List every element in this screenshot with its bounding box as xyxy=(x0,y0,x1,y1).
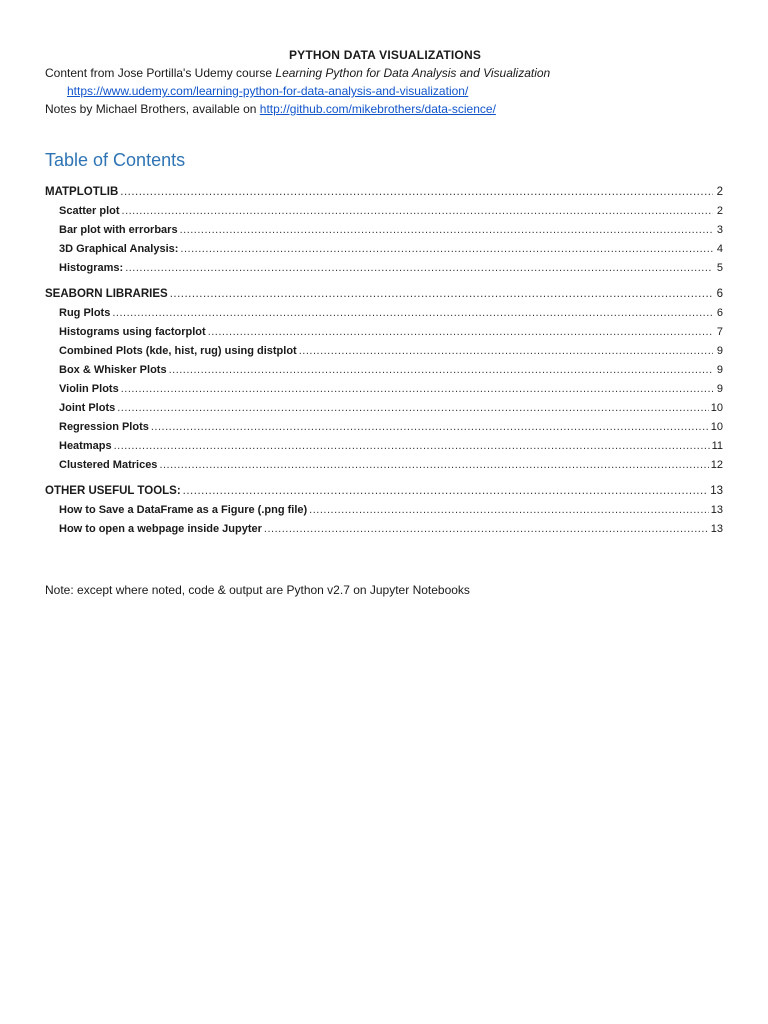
toc-leader-dots xyxy=(120,183,713,202)
toc-entry-label: Histograms: xyxy=(59,262,124,274)
toc-heading: Table of Contents xyxy=(45,150,186,170)
toc-entry-scatter-plot[interactable] xyxy=(45,202,723,221)
toc-page-number: 6 xyxy=(716,288,723,300)
toc-page-number: 6 xyxy=(716,307,723,319)
toc-entry-violin-plots[interactable] xyxy=(45,380,723,399)
course-url-link[interactable]: https://www.udemy.com/learning-python-for-data-analysis-and-visualization/ xyxy=(67,84,469,98)
toc-entry-label: Regression Plots xyxy=(59,421,149,433)
toc-entry-label: Heatmaps xyxy=(59,440,112,452)
toc-entry-box-whisker[interactable] xyxy=(45,361,723,380)
course-name: Learning Python for Data Analysis and Visualization xyxy=(275,66,551,80)
toc-entry-save-dataframe[interactable] xyxy=(45,501,723,520)
toc-entry-label: Combined Plots (kde, hist, rug) using distplot xyxy=(59,345,297,357)
toc-page-number: 2 xyxy=(716,205,723,217)
toc-entry-label: OTHER USEFUL TOOLS: xyxy=(45,485,181,497)
toc-entry-label: Histograms using factorplot xyxy=(59,326,206,338)
toc-page-number: 10 xyxy=(710,402,723,414)
toc-page-number: 7 xyxy=(716,326,723,338)
toc-page-number: 9 xyxy=(716,383,723,395)
toc-entry-histograms[interactable] xyxy=(45,259,723,278)
document-title: PYTHON DATA VISUALIZATIONS xyxy=(288,48,482,62)
course-url-line xyxy=(45,82,725,100)
toc-leader-dots xyxy=(159,456,708,475)
notes-credit-prefix: Notes by Michael Brothers, available on xyxy=(45,102,260,116)
toc-entry-combined-plots[interactable] xyxy=(45,342,723,361)
toc-leader-dots xyxy=(125,259,713,278)
toc-leader-dots xyxy=(309,501,709,520)
toc-leader-dots xyxy=(122,202,713,221)
toc-entry-label: Scatter plot xyxy=(59,205,120,217)
toc-entry-open-webpage[interactable] xyxy=(45,520,723,539)
toc-entry-label: Rug Plots xyxy=(59,307,111,319)
toc-page-number: 13 xyxy=(710,485,723,497)
toc-entry-label: How to open a webpage inside Jupyter xyxy=(59,523,262,535)
toc-entry-rug-plots[interactable] xyxy=(45,304,723,323)
toc-entry-joint-plots[interactable] xyxy=(45,399,723,418)
toc-entry-histograms-factorplot[interactable] xyxy=(45,323,723,342)
toc-page-number: 4 xyxy=(716,243,723,255)
toc-entry-label: MATPLOTLIB xyxy=(45,186,119,198)
toc-leader-dots xyxy=(208,323,713,342)
version-note: Note: except where noted, code & output are Python v2.7 on Jupyter Notebooks xyxy=(45,583,470,597)
toc-leader-dots xyxy=(169,361,713,380)
toc-entry-heatmaps[interactable] xyxy=(45,437,723,456)
toc-entry-bar-plot[interactable] xyxy=(45,221,723,240)
toc-page-number: 5 xyxy=(716,262,723,274)
toc-entry-label: SEABORN LIBRARIES xyxy=(45,288,168,300)
toc-entry-label: Box & Whisker Plots xyxy=(59,364,167,376)
course-credit xyxy=(45,64,725,82)
toc-entry-label: Bar plot with errorbars xyxy=(59,224,178,236)
toc-page-number: 13 xyxy=(710,523,723,535)
toc-page-number: 11 xyxy=(711,440,723,452)
toc-leader-dots xyxy=(170,285,713,304)
toc-entry-label: 3D Graphical Analysis: xyxy=(59,243,179,255)
toc-leader-dots xyxy=(180,221,713,240)
toc-page-number: 10 xyxy=(710,421,723,433)
toc-entry-clustered-matrices[interactable] xyxy=(45,456,723,475)
toc-page-number: 9 xyxy=(716,345,723,357)
toc-page-number: 3 xyxy=(716,224,723,236)
toc-leader-dots xyxy=(299,342,713,361)
table-of-contents xyxy=(45,183,723,539)
notes-url-link[interactable]: http://github.com/mikebrothers/data-science/ xyxy=(259,102,496,116)
toc-leader-dots xyxy=(112,304,713,323)
toc-entry-matplotlib[interactable] xyxy=(45,183,723,202)
toc-entry-3d-analysis[interactable] xyxy=(45,240,723,259)
toc-entry-label: Joint Plots xyxy=(59,402,116,414)
toc-leader-dots xyxy=(114,437,710,456)
toc-page-number: 13 xyxy=(710,504,723,516)
toc-leader-dots xyxy=(180,240,713,259)
toc-leader-dots xyxy=(264,520,709,539)
toc-leader-dots xyxy=(117,399,709,418)
toc-leader-dots xyxy=(121,380,713,399)
toc-entry-label: Violin Plots xyxy=(59,383,119,395)
toc-page-number: 12 xyxy=(710,459,723,471)
toc-leader-dots xyxy=(151,418,709,437)
document-header xyxy=(45,46,725,118)
toc-entry-label: How to Save a DataFrame as a Figure (.png file) xyxy=(59,504,308,516)
toc-entry-regression-plots[interactable] xyxy=(45,418,723,437)
course-credit-prefix: Content from Jose Portilla's Udemy course xyxy=(45,66,276,80)
notes-credit xyxy=(45,100,725,118)
toc-entry-other-tools[interactable] xyxy=(45,482,723,501)
toc-leader-dots xyxy=(183,482,709,501)
toc-page-number: 9 xyxy=(716,364,723,376)
toc-page-number: 2 xyxy=(716,186,723,198)
toc-entry-label: Clustered Matrices xyxy=(59,459,158,471)
toc-entry-seaborn[interactable] xyxy=(45,285,723,304)
